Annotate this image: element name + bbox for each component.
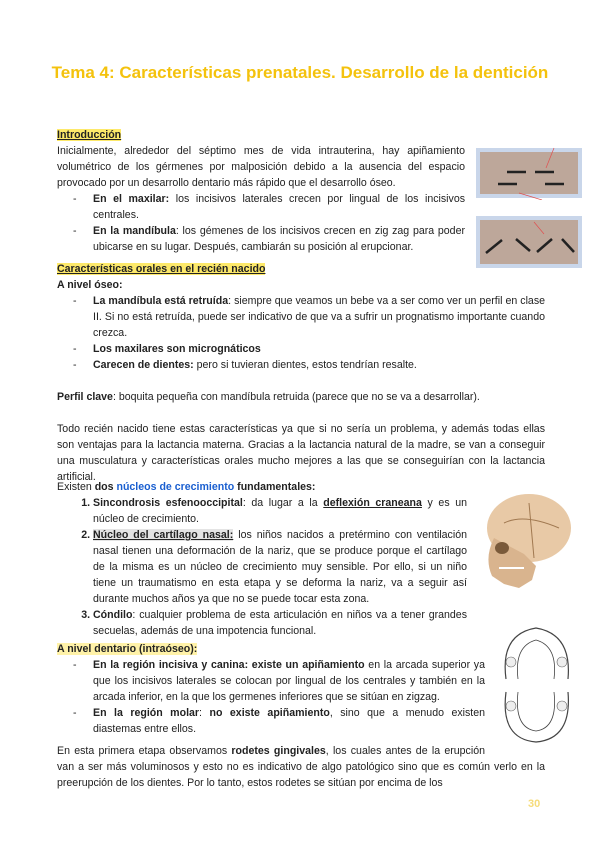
dental-section [57,641,485,737]
list-item [93,705,485,737]
text: En esta primera etapa observamos [57,745,232,757]
bone-level-heading: A nivel óseo: [57,279,123,291]
skull-image [474,488,574,596]
list-item [93,341,545,357]
page-title: Tema 4: Características prenatales. Desarrollo de la dentición [51,63,549,82]
list-item [93,607,467,639]
bone-bullets [57,293,545,373]
dental-arches-image [496,624,578,746]
text-bold: dos [94,481,117,493]
intro-paragraph: Inicialmente, alrededor del séptimo mes de vida intrauterina, hay apiñamiento volumétrico de los gérmenes por malposición debido a la ausencia del espacio provocado por un desarrollo dentario más rápido que el desarrollo óseo. [57,145,465,189]
intro-bullets [57,191,465,255]
item-bold: Núcleo del cartílago nasal: [93,529,234,541]
item-text: los niños nacidos a pretérmino con ventilación nasal tienen una deformación de la nariz, que se produce porque el cartílago de la misma es un núcleo de crecimiento muy sensible. Por ello, si un niño tiene un traumatismo en esta etapa y se deforma la nariz, va a seguir así durante muchos años ya que no se puede tocar esta zona. [93,529,467,605]
dental-bullets [57,657,485,737]
gingival-paragraph [57,743,545,791]
item-text: y es un núcleo de crecimiento. [93,497,467,525]
page-number: 30 [528,798,541,810]
bullet-text: en la arcada superior ya que los incisivos laterales se colocan por lingual de los centrales y también en la arcada inferior, en la que los germenes inferiores que se sitúan en zigzag. [93,659,485,703]
maxilla-germs-sketch [474,138,584,200]
item-bold: Sincondrosis esfenooccipital [93,497,243,509]
perfil-clave [57,389,545,405]
newborn-heading: Características orales en el recién nacido [57,263,266,275]
bullet-bold: En el maxilar: [93,193,170,205]
text-bold: fundamentales: [234,481,316,493]
nuclei-section [57,479,467,639]
bullet-text: : [199,707,210,719]
intro-section [57,127,465,255]
highlight-term: núcleos de crecimiento [116,481,235,493]
bullet-bold: Los maxilares son micrognáticos [93,343,261,355]
bullet-text: , sino que a menudo existen diastemas entre ellos. [93,707,486,735]
item-text: : cualquier problema de esta articulación en niños va a tener grandes secuelas, además de una impotencia funcional. [93,609,467,637]
item-bold-underlined: deflexión craneana [323,497,422,509]
text: Existen [57,481,95,493]
bullet-text: pero si tuvieran dientes, estos tendrían resalte. [193,359,417,371]
bullet-text: : siempre que veamos un bebe va a ser como ver un perfil en clase II. Si no está retruída, puede ser indicativo de que va a sufrir un prognatismo importante cuando crezca. [93,295,546,339]
bullet-text: los incisivos laterales crecen por lingual de los incisivos centrales. [93,193,466,221]
bullet-text: : los gémenes de los incisivos crecen en zig zag para poder ubicarse en su lugar. Después, cambiarán su posición al erupcionar. [93,225,465,253]
list-item [93,495,467,527]
list-item [93,223,465,255]
bullet-bold: En la región molar [93,707,200,719]
item-bold: Cóndilo [93,609,133,621]
perfil-bold: Perfil clave [57,391,113,403]
bullet-bold: Carecen de dientes: [93,359,194,371]
list-item [93,357,545,373]
nuclei-intro [57,479,467,495]
bullet-bold: no existe apiñamiento [209,707,330,719]
intro-heading: Introducción [57,129,122,141]
list-item [93,191,465,223]
newborn-section [57,261,545,485]
todo-paragraph: Todo recién nacido tiene estas características ya que si no sería un problema, y además todas ellas son ventajas para la lactancia materna. Gracias a la lactancia natural de la madre, se van a conseguir una musculatura y características orales mucho mejores a las que se conseguirían con la lactancia artificial. [57,423,545,483]
bullet-bold: En la mandíbula [93,225,176,237]
perfil-text: : boquita pequeña con mandíbula retruida (parece que no se va a desarrollar). [112,391,480,403]
list-item [93,657,485,705]
text-bold: rodetes gingivales [231,745,326,757]
list-item [93,527,467,607]
bullet-bold: La mandíbula está retruída [93,295,229,307]
bullet-bold: En la región incisiva y canina: existe un apiñamiento [93,659,365,671]
item-text: : da lugar a la [242,497,324,509]
text: , los cuales antes de la erupción van a ser más voluminosos y esto no es indicativo de algo patológico sino que es común verlo en la preerupción de los dientes. Por lo tanto, estos rodetes se sitúan por encima de los [57,745,545,789]
gingival-paragraph-wrap [57,743,545,791]
list-item [93,293,545,341]
dental-heading: A nivel dentario (intraóseo): [57,643,198,655]
nuclei-list [57,495,467,639]
